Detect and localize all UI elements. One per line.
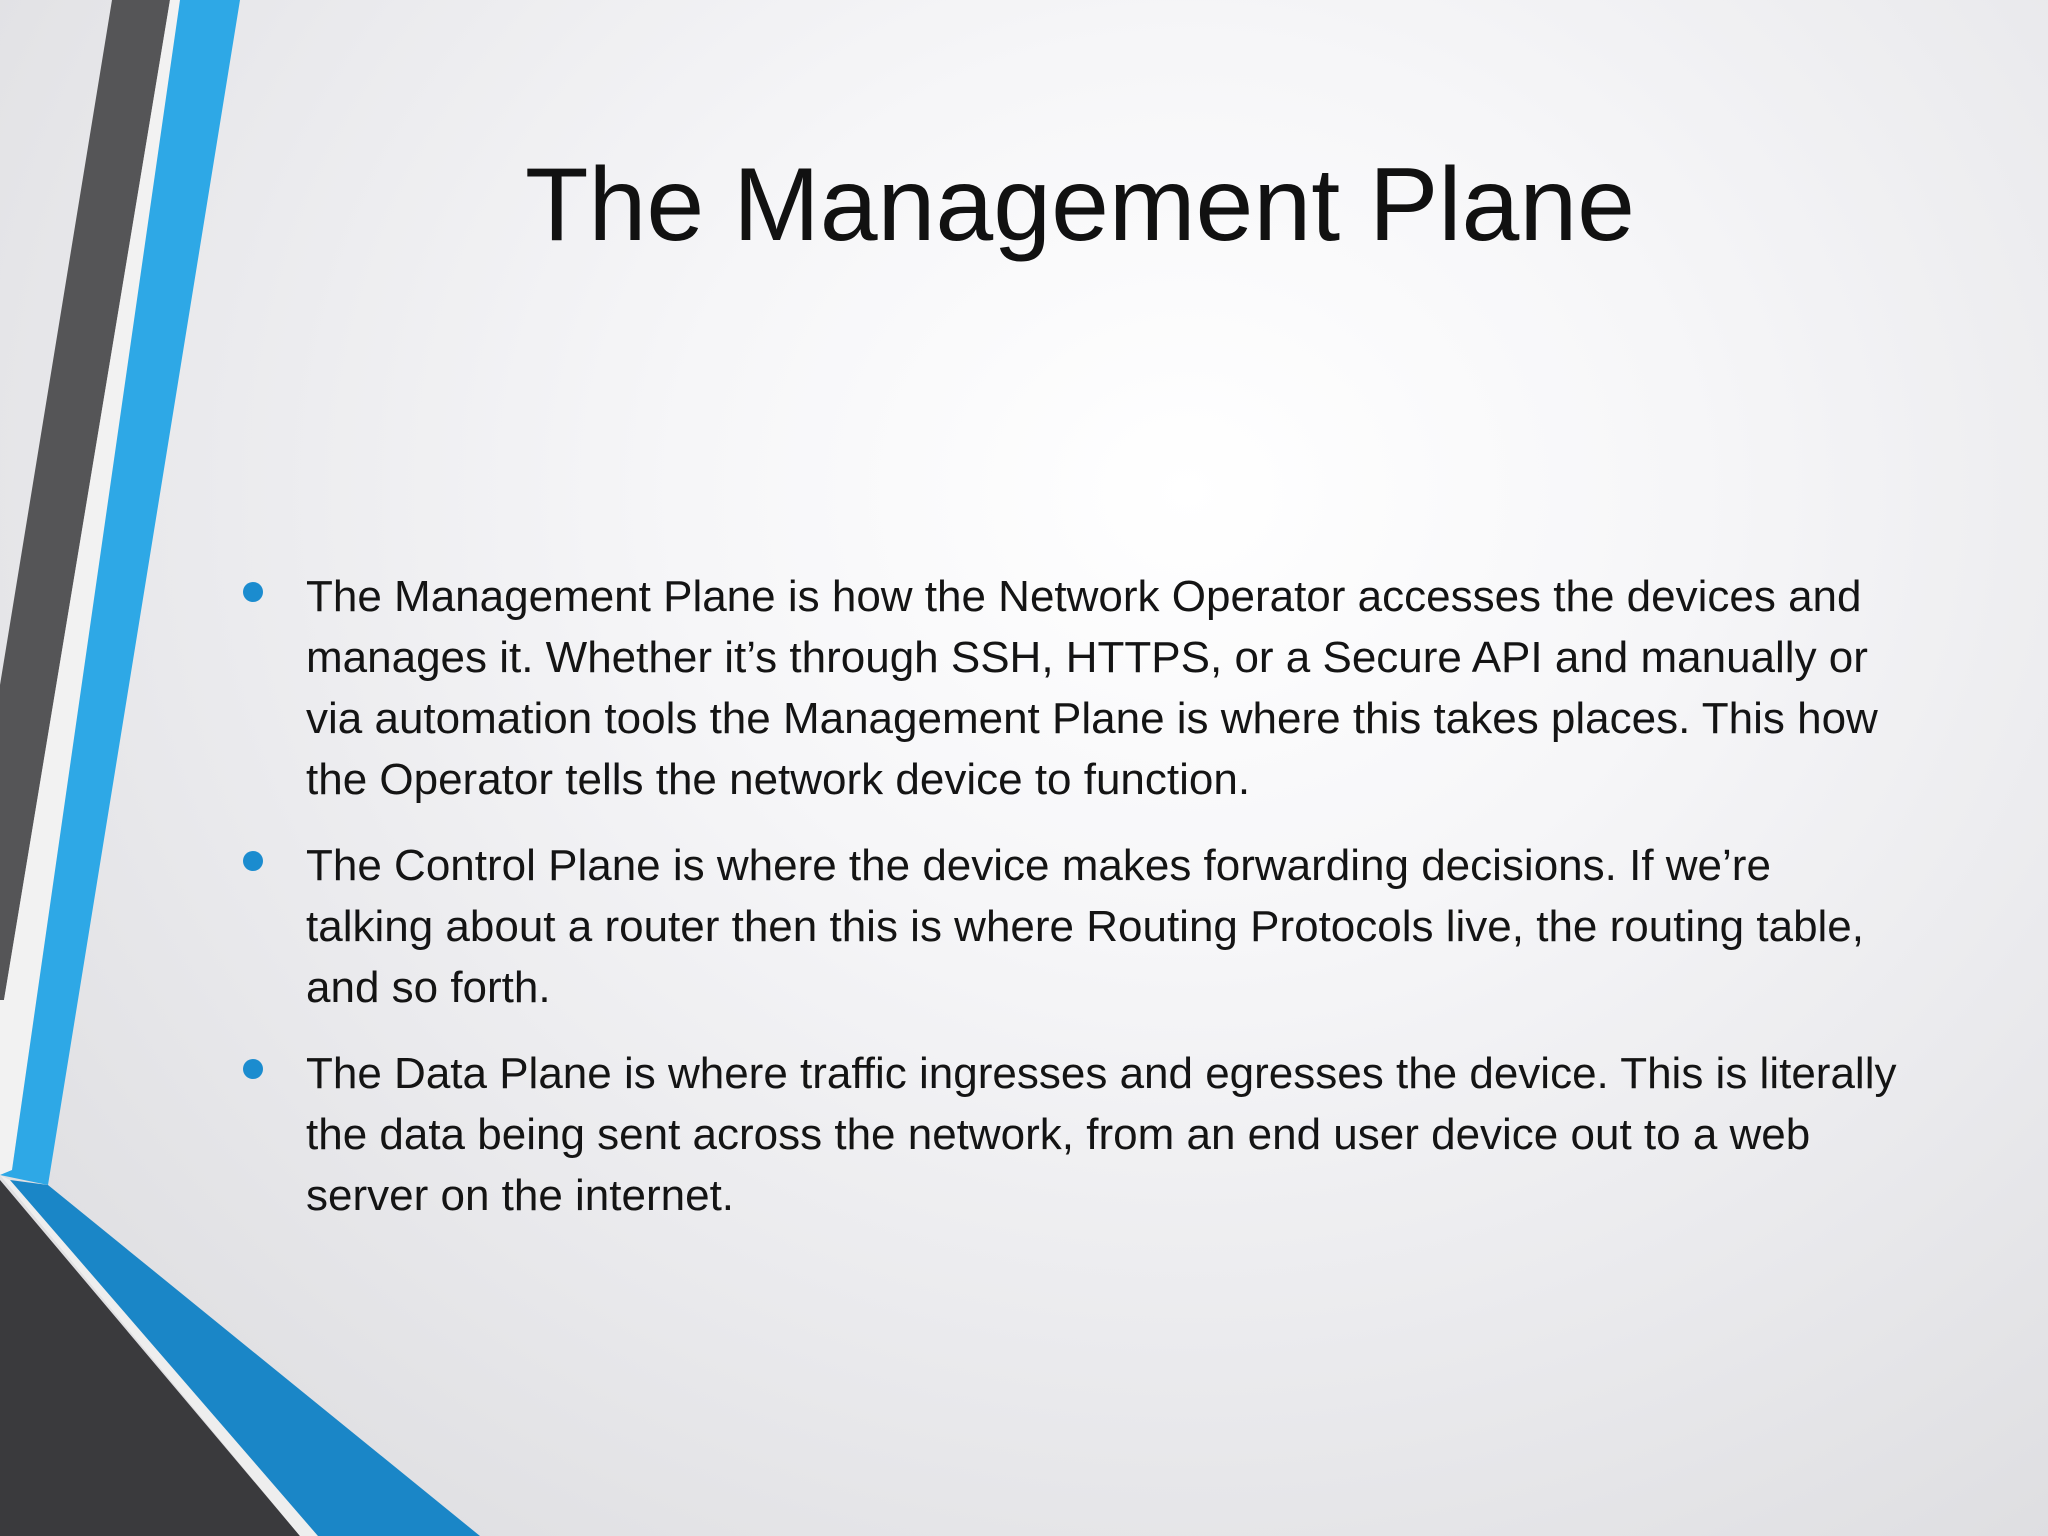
bullet-list [240, 566, 1910, 1251]
bullet-item-data-plane [240, 1043, 1910, 1226]
bullet-dot-icon [243, 851, 263, 871]
bullet-item-management-plane [240, 566, 1910, 810]
bullet-text: The Data Plane is where traffic ingresses and egresses the device. This is literally the data being sent across the network, from an end user device out to a web server on the internet. [306, 1049, 1897, 1220]
bullet-text: The Control Plane is where the device makes forwarding decisions. If we’re talking about a router then this is where Routing Protocols live, the routing table, and so forth. [306, 841, 1865, 1012]
bullet-item-control-plane [240, 835, 1910, 1018]
slide-title: The Management Plane [524, 147, 1636, 263]
bullet-dot-icon [243, 1059, 263, 1079]
bullet-text: The Management Plane is how the Network Operator accesses the devices and manages it. Whether it’s through SSH, HTTPS, or a Secure API and manually or via automation tools the Management Plane is where this takes places. This how the Operator tells the network device to function. [306, 572, 1878, 804]
bullet-dot-icon [243, 582, 263, 602]
